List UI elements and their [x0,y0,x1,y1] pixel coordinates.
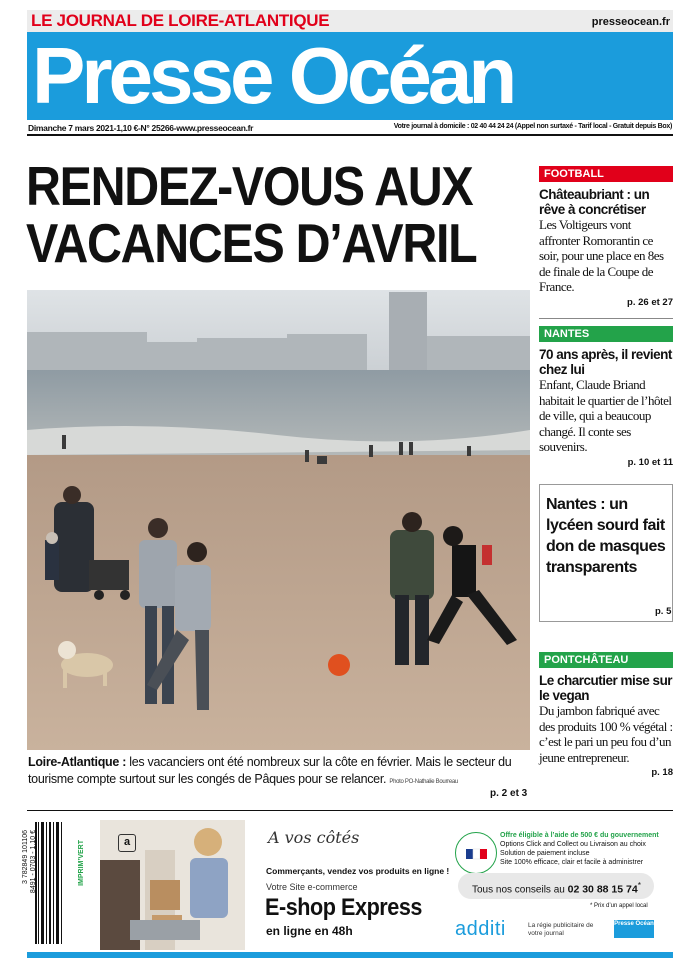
caption-pages[interactable]: p. 2 et 3 [490,788,528,799]
sidebar-football[interactable] [539,166,673,308]
article-pages: p. 26 et 27 [627,296,673,308]
article-body: Du jambon fabriqué avec des produits 100 % végétal : c’est le pari un peu fou d’un jeune entrepreneur. [539,703,673,765]
ad-votresite: Votre Site e-commerce [266,882,358,892]
article-body: Enfant, Claude Briand habitait le quartier de l’hôtel de ville, qui a beaucoup changé. Il conte ses souvenirs. [539,377,672,454]
issue-info: Dimanche 7 mars 2021-1,10 €-N° 25266-www.presseocean.fr [28,123,254,133]
divider [27,810,673,811]
eligible-line-1: Options Click and Collect ou Livraison au choix [500,841,646,848]
headline-line-2: VACANCES D’AVRIL [26,212,477,274]
lycee-headline: Nantes : un lycéen sourd fait don de masques transparents [546,496,666,576]
headline-line-1: RENDEZ-VOUS AUX [26,155,473,217]
article-pages: p. 18 [651,767,673,778]
sidebar-nantes[interactable] [539,326,673,468]
ad-eligibility [500,831,670,867]
sidebar-pontchateau[interactable] [539,652,673,778]
eligible-title: Offre éligible à l’aide de 500 € du gouvernement [500,832,659,839]
article-head: Châteaubriant : un rêve à concrétiser [539,187,650,217]
photo-caption [28,754,533,791]
beach-photo [27,290,530,750]
phone-text: Tous nos conseils au [472,884,565,896]
section-label: FOOTBALL [539,166,673,182]
ad-eshop-title[interactable]: E-shop Express [265,894,422,921]
ad-tagline: A vos côtés [268,828,360,847]
ad-enligne: en ligne en 48h [266,924,353,938]
section-label: NANTES [539,326,673,342]
caption-lead: Loire-Atlantique : [28,755,127,769]
shop-logo-icon: a [118,834,136,852]
divider [539,318,673,319]
section-label: PONTCHÂTEAU [539,652,673,668]
ad-phone[interactable]: Tous nos conseils au 02 30 88 15 74* [472,880,641,896]
divider [27,134,673,136]
france-relance-badge-icon [455,832,497,874]
imprimvert-logo: IMPRIM’VERT [78,840,85,886]
main-headline[interactable] [26,155,477,274]
photo-credit: Photo PO-Nathalie Bourreau [389,779,458,785]
phone-number: 02 30 88 15 74 [567,883,638,896]
kicker-title: LE JOURNAL DE LOIRE-ATLANTIQUE [31,11,330,30]
ad-footnote: * Prix d’un appel local [590,903,648,909]
caption-text: les vacanciers ont été nombreux sur la côte en février. Mais le secteur du tourisme compte surtout sur les congés de Pâques pour se relancer. [28,755,512,786]
article-body: Les Voltigeurs vont affronter Romorantin ce soir, pour une place en 8es de finale de la Coupe de France. [539,217,664,294]
bottom-bar [27,952,673,958]
site-url[interactable]: presseocean.fr [591,16,670,28]
additi-regie: La régie publicitaire de votre journal [528,922,594,937]
eligible-line-2: Solution de paiement incluse [500,850,590,857]
eligible-line-3: Site 100% efficace, clair et facile à administrer [500,859,644,866]
barcode-number: 3 782849 101106 [22,830,29,884]
additi-logo: additi [455,918,506,940]
subscription-info: Votre journal à domicile : 02 40 44 24 24 (Appel non surtaxé - Tarif local - Gratuit depuis Box) [393,123,672,130]
barcode-price: 8491 - 0703 - 1,10 € [30,830,37,894]
ad-commercants: Commerçants, vendez vos produits en ligne ! [266,866,450,876]
newspaper-logo: Presse Océan [32,31,514,120]
article-pages: p. 10 et 11 [627,456,673,468]
presse-ocean-small-logo: Presse Océan [614,920,654,938]
article-head: 70 ans après, il revient chez lui [539,347,672,377]
article-head: Le charcutier mise sur le vegan [539,673,673,703]
lycee-pages: p. 5 [655,606,672,617]
